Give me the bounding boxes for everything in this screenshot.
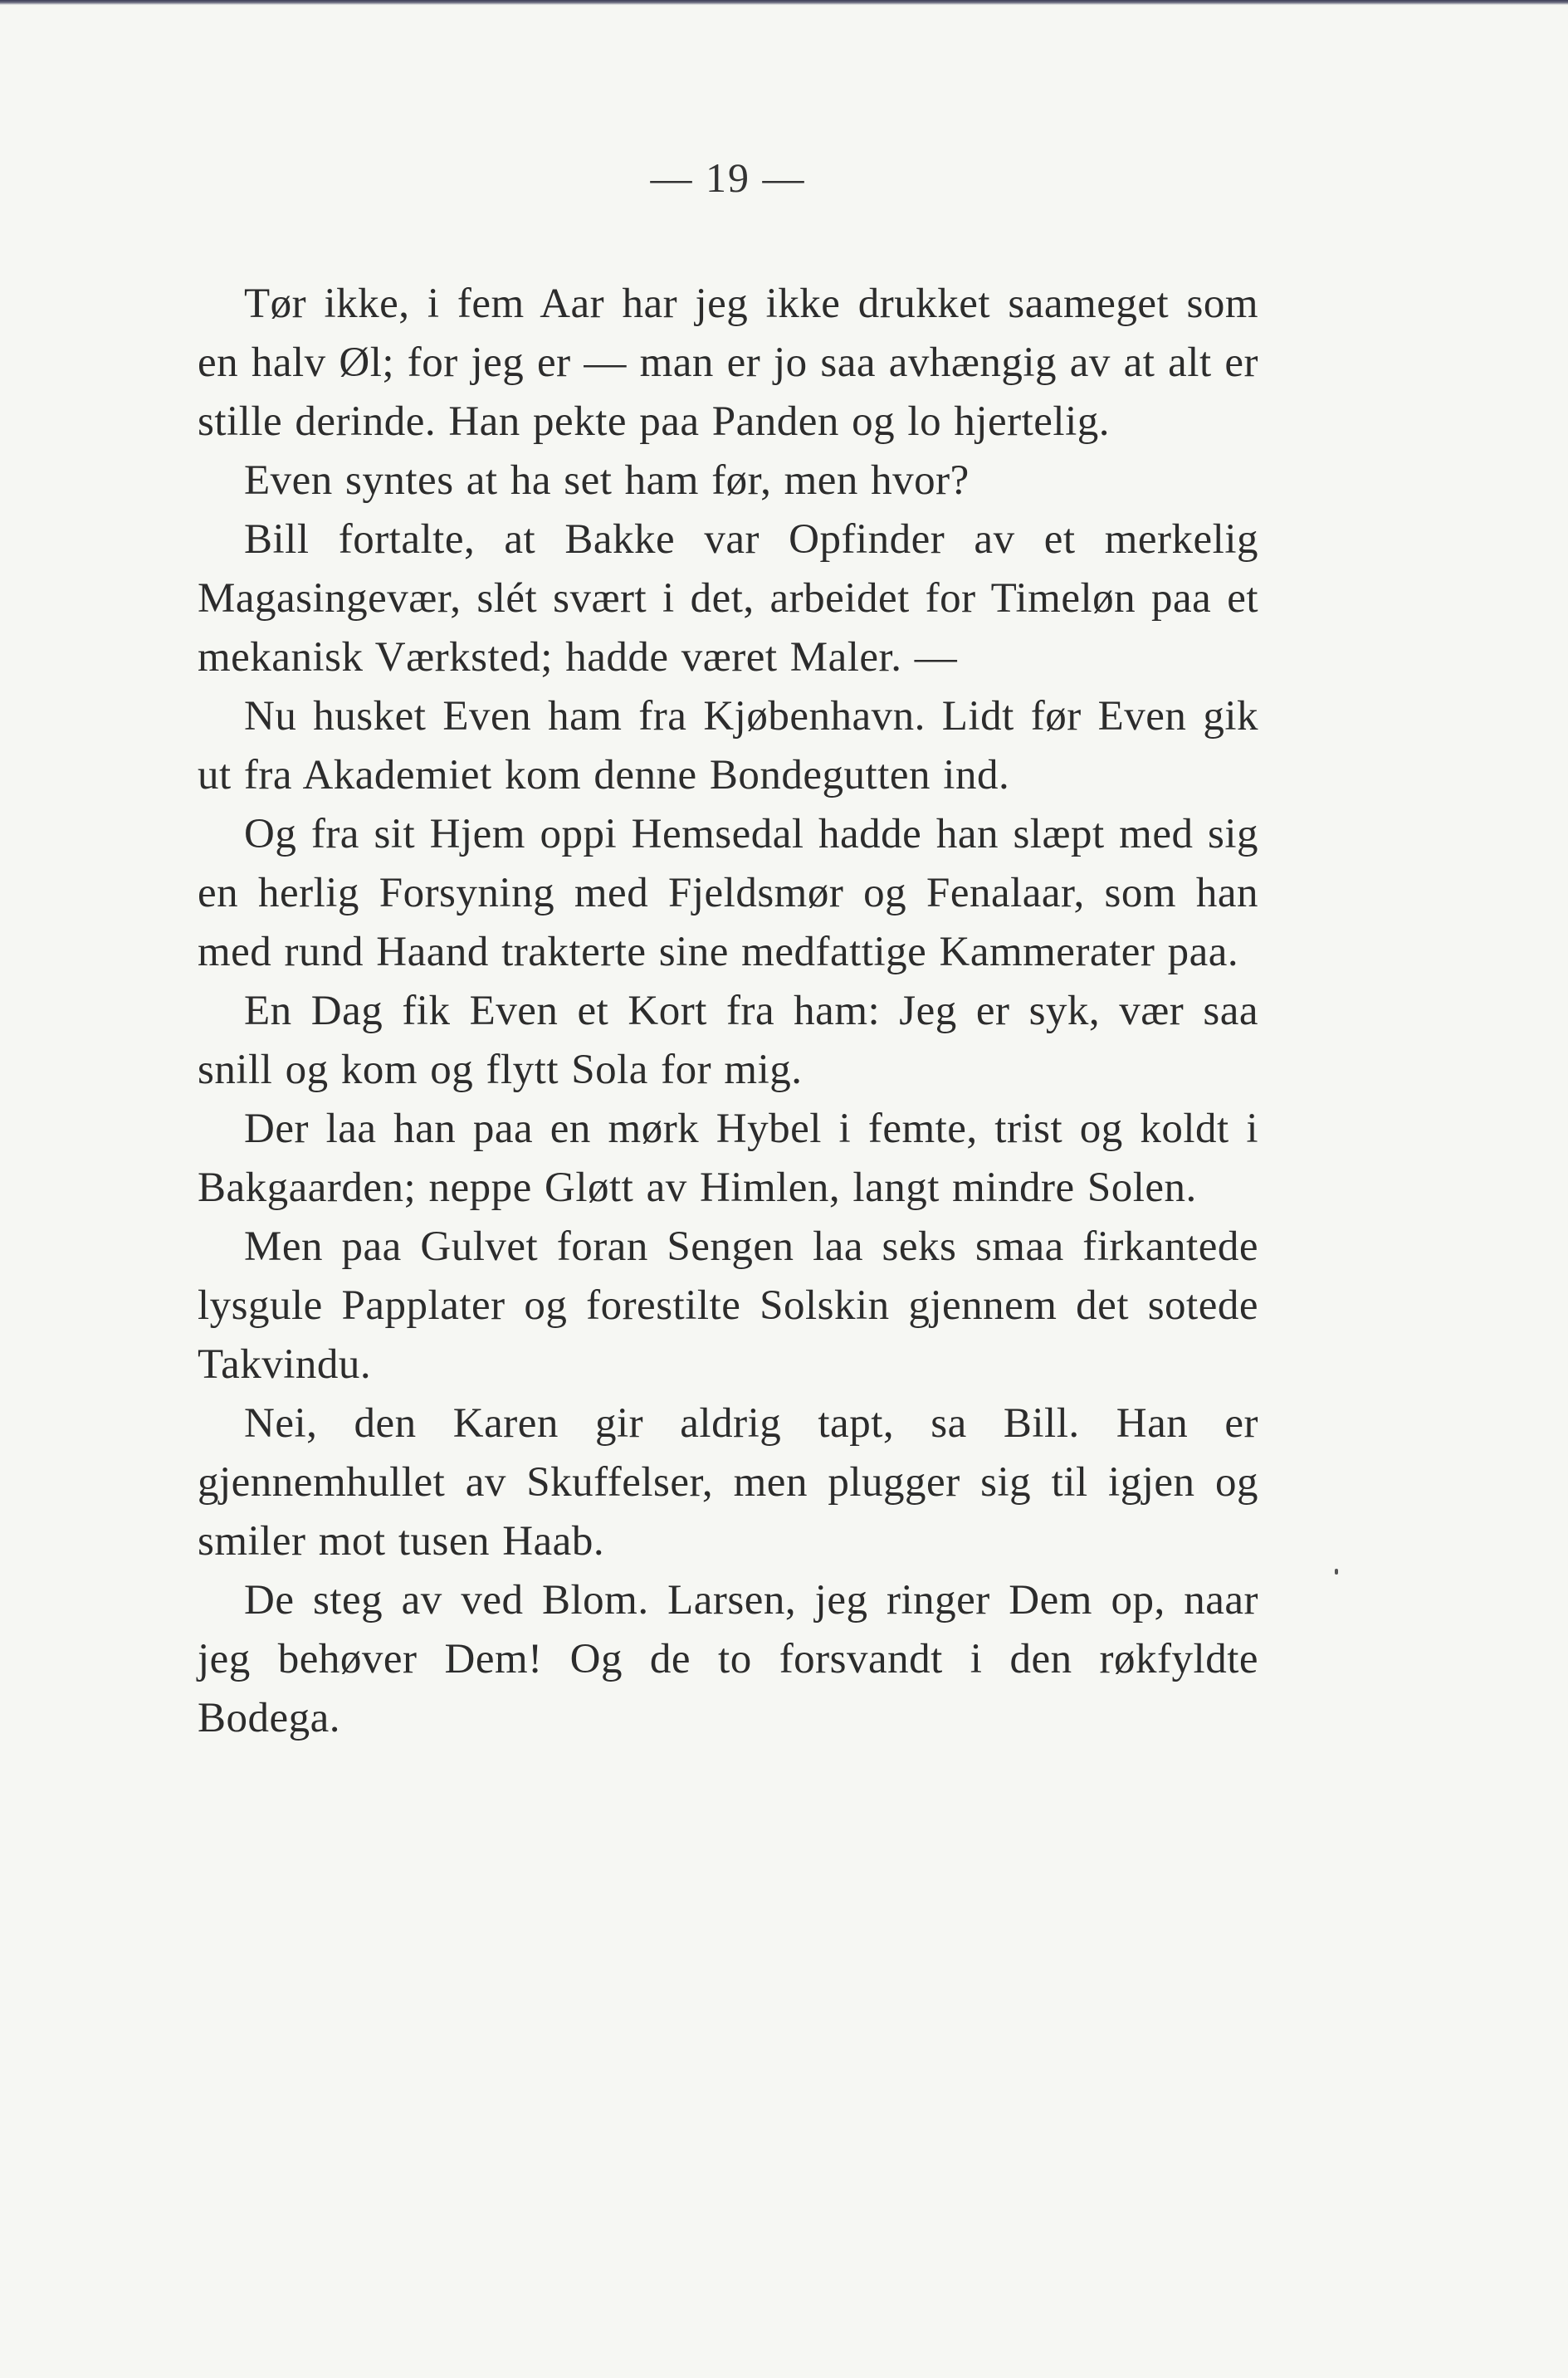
body-text xyxy=(198,275,1258,1748)
page-number: — 19 — xyxy=(650,154,806,201)
page-top-edge xyxy=(0,0,1568,5)
paragraph: Nu husket Even ham fra Kjøbenhavn. Lidt før Even gik ut fra Akademiet kom denne Bondegutten ind. xyxy=(198,693,1258,798)
book-page xyxy=(198,154,1258,1748)
paragraph: Tør ikke, i fem Aar har jeg ikke drukket saameget som en halv Øl; for jeg er — man er jo saa avhængig av at alt er stille derinde. Han pekte paa Panden og lo hjertelig. xyxy=(198,281,1258,445)
paragraph: Even syntes at ha set ham før, men hvor? xyxy=(244,457,970,504)
paragraph: En Dag fik Even et Kort fra ham: Jeg er syk, vær saa snill og kom og flytt Sola for mig. xyxy=(198,988,1258,1093)
paragraph: Og fra sit Hjem oppi Hemsedal hadde han slæpt med sig en herlig Forsyning med Fjeldsmør og Fenalaar, som han med rund Haand trakterte sine medfattige Kammerater paa. xyxy=(198,811,1258,975)
paragraph: Bill fortalte, at Bakke var Opfinder av et merkelig Magasingevær, slét svært i det, arbeidet for Timeløn paa et mekanisk Værksted; hadde været Maler. — xyxy=(198,516,1258,681)
paragraph: Men paa Gulvet foran Sengen laa seks smaa firkantede lysgule Papplater og forestilte Solskin gjennem det sotede Takvindu. xyxy=(198,1223,1258,1388)
paragraph: Der laa han paa en mørk Hybel i femte, trist og koldt i Bakgaarden; neppe Gløtt av Himlen, langt mindre Solen. xyxy=(198,1106,1258,1211)
paragraph: Nei, den Karen gir aldrig tapt, sa Bill. Han er gjennemhullet av Skuffelser, men plugger sig til igjen og smiler mot tusen Haab. xyxy=(198,1400,1258,1565)
paper-speck xyxy=(1335,1569,1338,1575)
paragraph: De steg av ved Blom. Larsen, jeg ringer Dem op, naar jeg behøver Dem! Og de to forsvandt i den røkfyldte Bodega. xyxy=(198,1577,1258,1741)
